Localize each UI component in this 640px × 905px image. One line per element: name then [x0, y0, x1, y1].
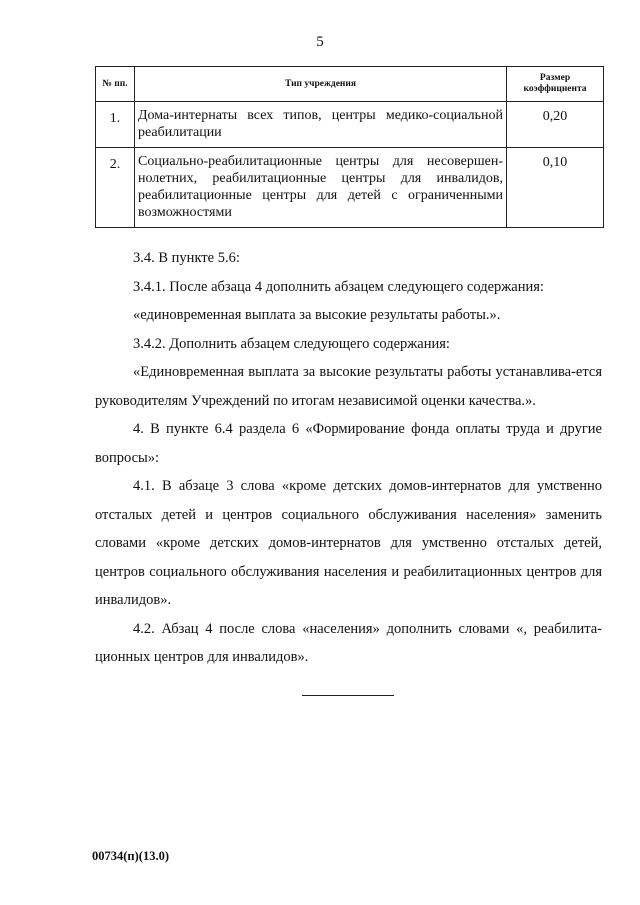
table-header-row [96, 67, 604, 102]
table-row [96, 102, 604, 148]
paragraph-4-2: 4.2. Абзац 4 после слова «населения» дополнить словами «, реабилита-ционных центров для инвалидов». [95, 620, 602, 665]
document-code: 00734(п)(13.0) [92, 849, 169, 863]
coefficient-table [95, 66, 604, 228]
paragraph-3-4-1: 3.4.1. После абзаца 4 дополнить абзацем следующего содержания: [133, 278, 544, 295]
row-number: 2. [96, 148, 135, 228]
row-number: 1. [96, 102, 135, 148]
page-number: 5 [316, 34, 324, 50]
paragraph-3-4: 3.4. В пункте 5.6: [133, 250, 240, 266]
paragraph-4: 4. В пункте 6.4 раздела 6 «Формирование фонда оплаты труда и другие вопросы»: [95, 421, 602, 466]
table-row [96, 148, 604, 228]
row-coefficient: 0,20 [507, 102, 604, 148]
header-coefficient: Размер коэффициента [507, 67, 604, 102]
header-institution-type: Тип учреждения [135, 67, 507, 102]
paragraph-3-4-1-quote: «единовременная выплата за высокие результаты работы.». [133, 307, 501, 323]
row-institution-type: Дома-интернаты всех типов, центры медико-социальной реабилитации [135, 102, 507, 148]
paragraph-3-4-2-quote: «Единовременная выплата за высокие результаты работы устанавлива-ется руководителям Учреждений по итогам независимой оценки качества.». [95, 364, 602, 409]
row-institution-type: Социально-реабилитационные центры для несовершен-нолетних, реабилитационные центры для инвалидов, реабилитационные центры для детей с ограниченными возможностями [135, 148, 507, 228]
header-number: № пп. [96, 67, 135, 102]
paragraph-4-1: 4.1. В абзаце 3 слова «кроме детских домов-интернатов для умственно отсталых детей и центров социального обслуживания населения» заменить словами «кроме детских домов-интернатов для умственно отсталых детей, центров социального обслуживания населения и реабилитационных центров для инвалидов». [95, 478, 602, 608]
document-body [95, 244, 602, 672]
row-coefficient: 0,10 [507, 148, 604, 228]
paragraph-3-4-2: 3.4.2. Дополнить абзацем следующего содержания: [133, 335, 450, 352]
closing-separator-line [302, 695, 394, 696]
